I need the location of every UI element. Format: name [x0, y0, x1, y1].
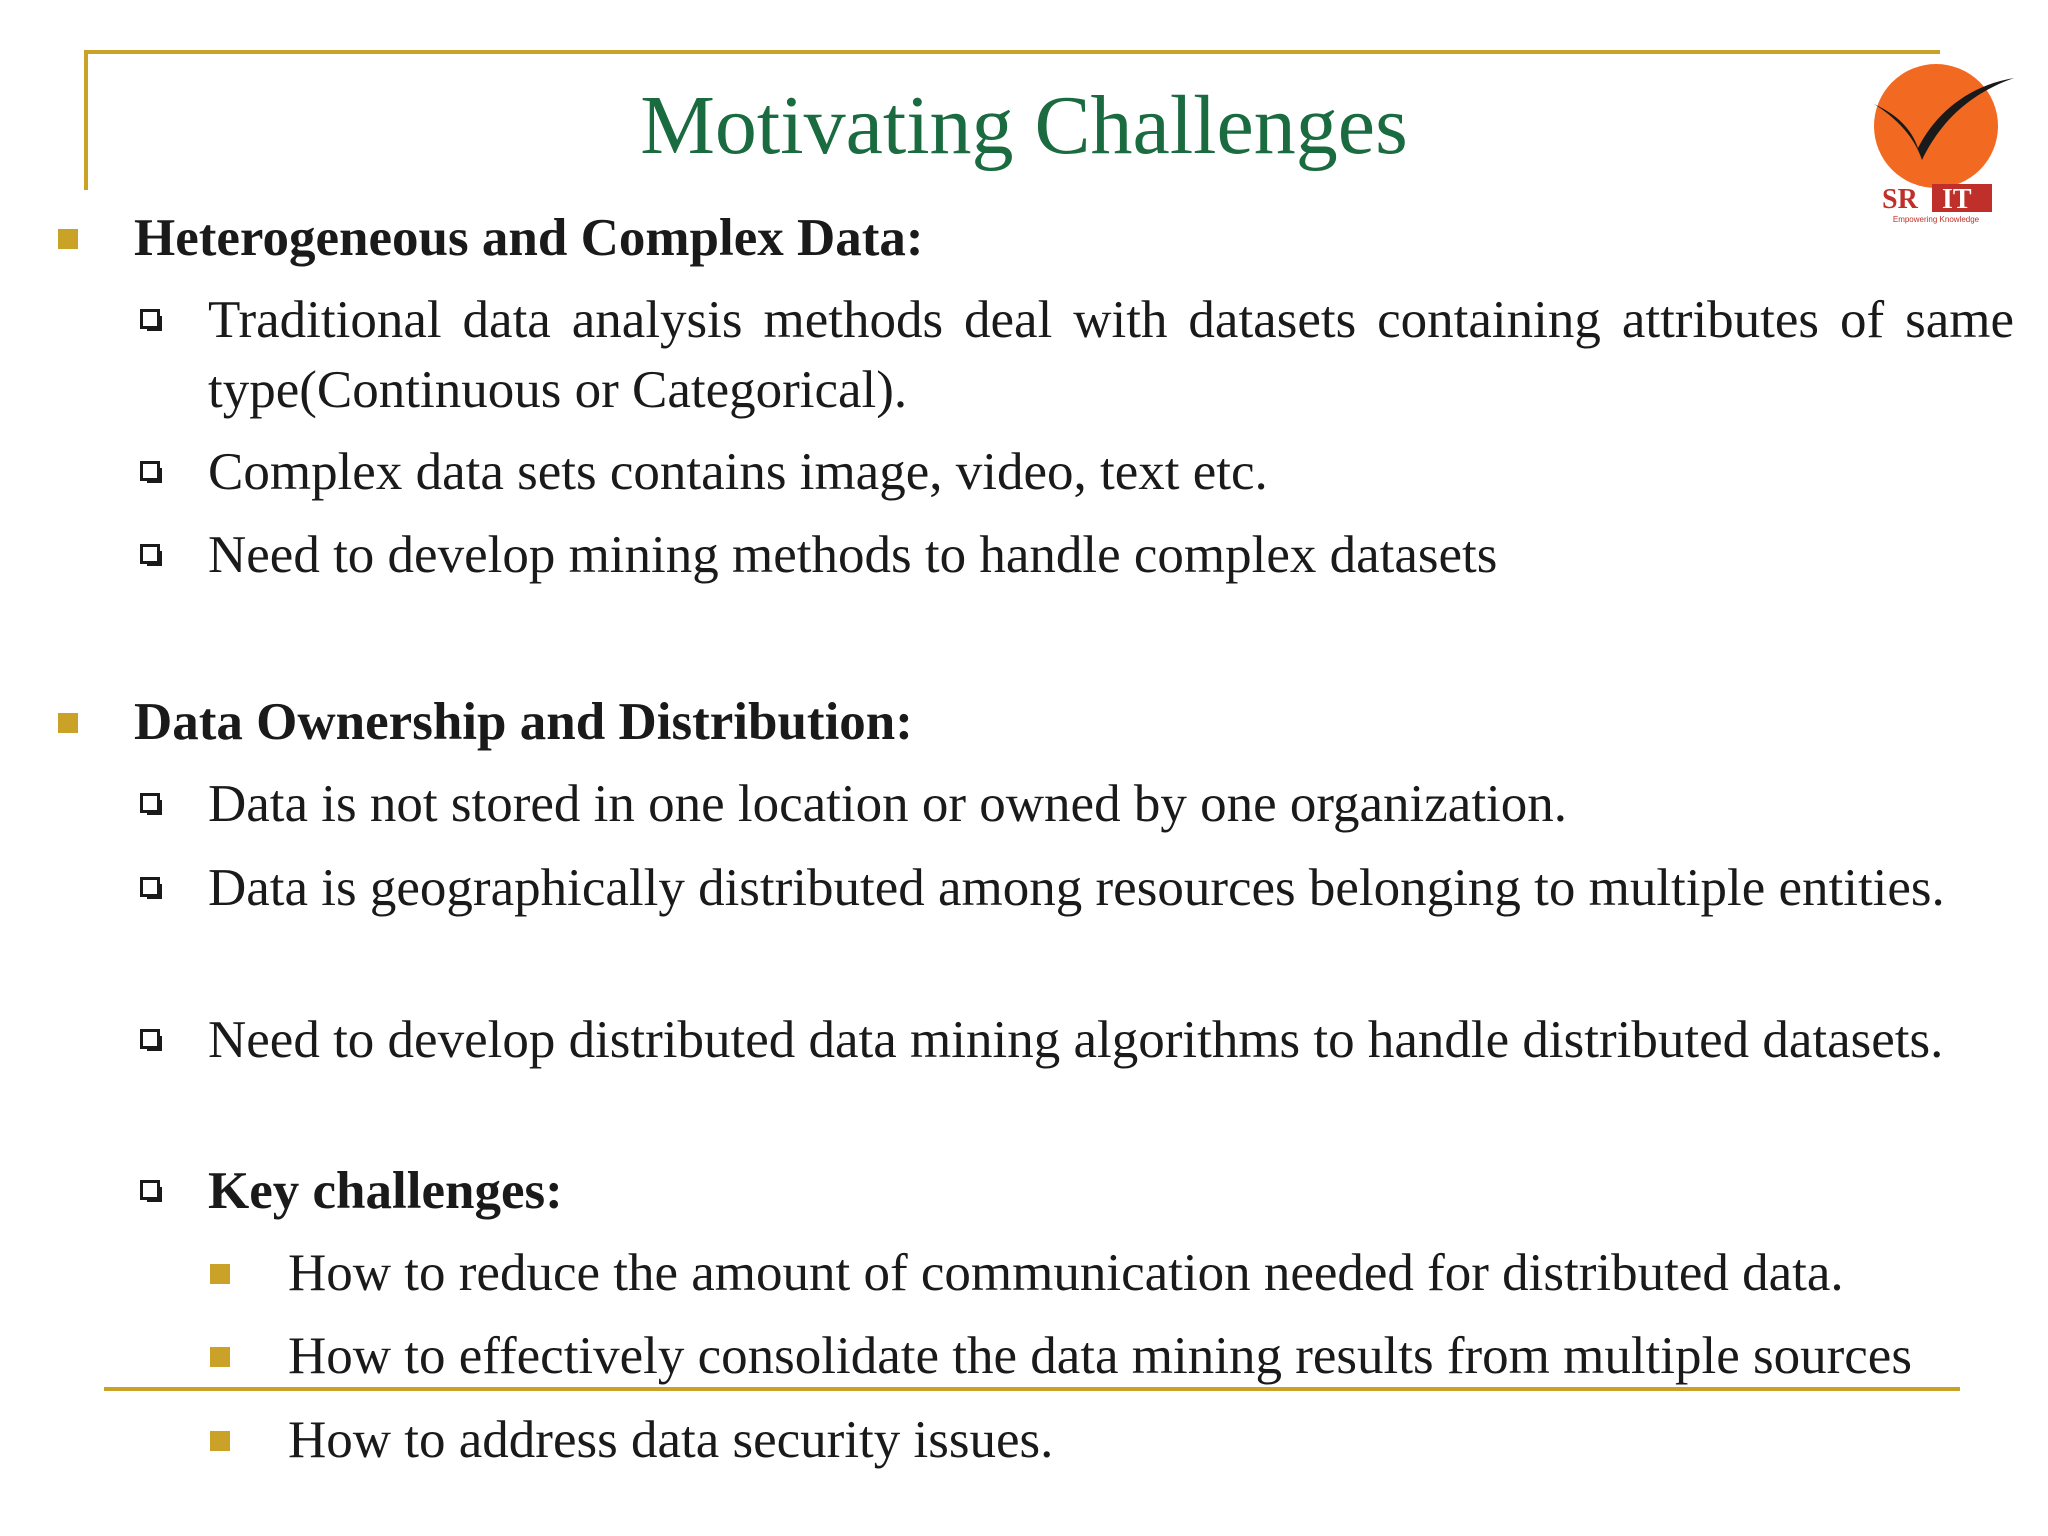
point-bullet: [140, 461, 160, 481]
srit-logo: [1856, 56, 2016, 226]
list-item: Data is geographically distributed among resources belonging to multiple entities.: [208, 859, 1945, 917]
key-challenges-heading: Key challenges:: [208, 1162, 563, 1220]
key-point-bullet: [210, 1347, 230, 1367]
point-bullet: [140, 544, 160, 564]
key-point-bullet: [210, 1264, 230, 1284]
section-heading: Heterogeneous and Complex Data:: [134, 209, 924, 267]
list-item: Need to develop mining methods to handle complex datasets: [208, 526, 1498, 584]
list-item: How to address data security issues.: [288, 1411, 1054, 1469]
logo-text-it: IT: [1942, 184, 1972, 215]
section-bullet: [58, 229, 78, 249]
logo-tagline: Empowering Knowledge: [1892, 215, 1980, 224]
list-item: How to reduce the amount of communication needed for distributed data.: [288, 1244, 1844, 1302]
frame-top-rule: [84, 50, 1940, 54]
section-heading: Data Ownership and Distribution:: [134, 693, 913, 751]
point-bullet: [140, 309, 160, 329]
logo-text-sr: SR: [1882, 184, 1918, 215]
slide-title: Motivating Challenges: [640, 79, 1408, 172]
point-bullet: [140, 1029, 160, 1049]
list-item: Traditional data analysis methods deal with datasets containing attributes of same type(Continuous or Categorical).: [208, 291, 2014, 419]
point-bullet: [140, 793, 160, 813]
point-bullet: [140, 877, 160, 897]
list-item: Data is not stored in one location or owned by one organization.: [208, 775, 1568, 833]
list-item: How to effectively consolidate the data mining results from multiple sources: [288, 1327, 1912, 1385]
point-bullet: [140, 1180, 160, 1200]
list-item: Complex data sets contains image, video, text etc.: [208, 443, 1268, 501]
key-point-bullet: [210, 1431, 230, 1451]
section-bullet: [58, 713, 78, 733]
list-item: Need to develop distributed data mining algorithms to handle distributed datasets.: [208, 1011, 1944, 1069]
